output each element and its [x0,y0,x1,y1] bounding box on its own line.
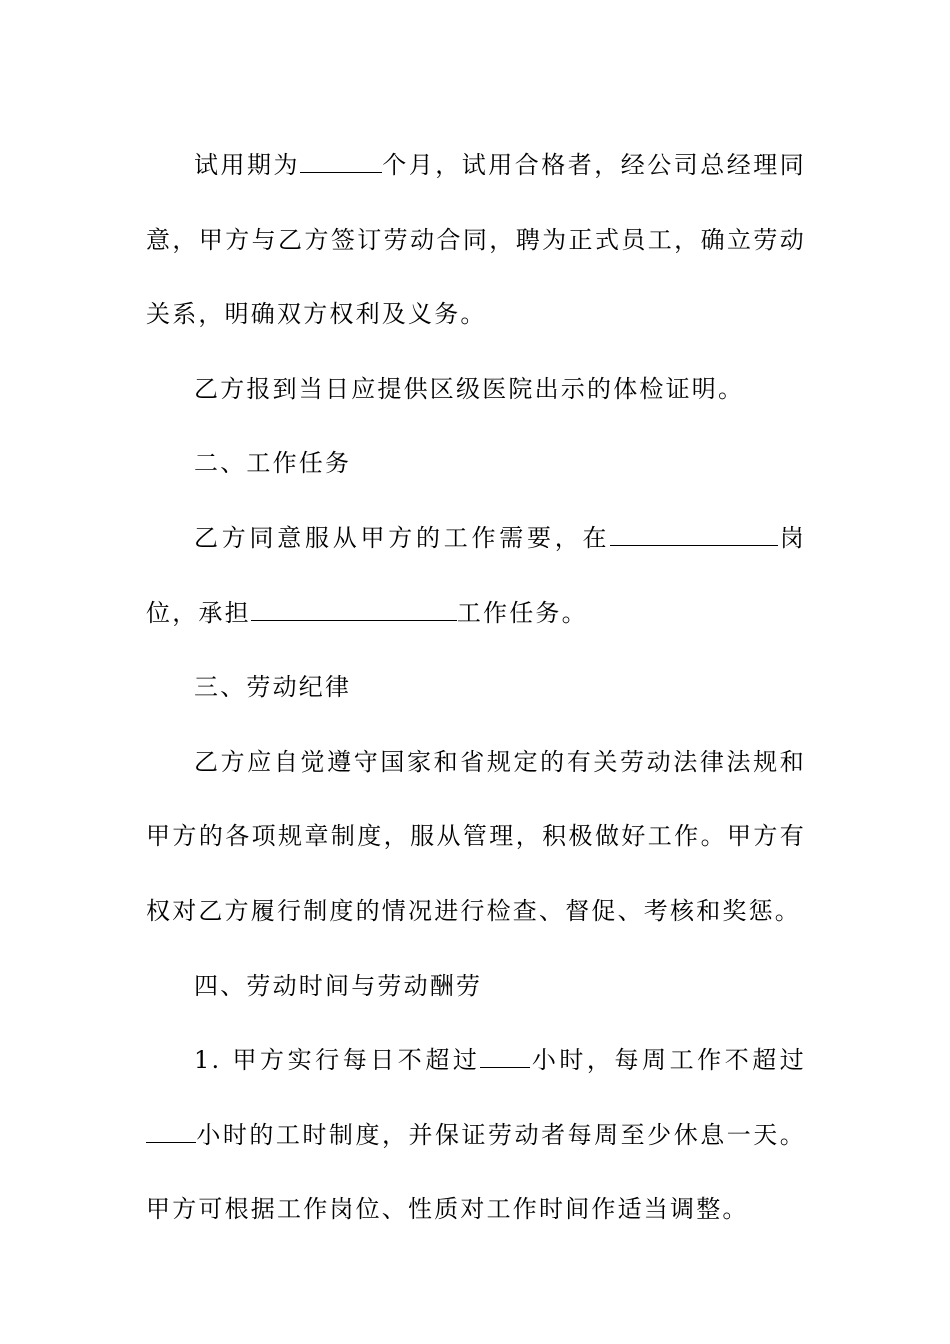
section-heading-discipline: 三、劳动纪律 [194,673,352,702]
trial-months-blank [300,152,382,173]
paragraph-hours [146,1023,806,1247]
hours-text-2: 小时，每周工作不超过 [530,1046,806,1075]
trial-period-text-1: 试用期为 [194,151,300,179]
hours-text-1: 1. 甲方实行每日不超过 [194,1046,481,1075]
daily-hours-blank [480,1047,530,1068]
post-blank [610,525,778,546]
work-task-text-4: 工作任务。 [456,598,588,627]
paragraph-trial-period [146,128,806,352]
work-task-text-1: 乙方同意服从甲方的工作需要，在 [194,523,611,552]
weekly-hours-blank [146,1122,196,1143]
trial-period-text-2: 个月，试用合格者，经公司总经理同意，甲方与乙方签订劳动合同，聘为正式员工，确立劳动关系，明确双方权利及义务。 [146,151,806,329]
paragraph-discipline: 乙方应自觉遵守国家和省规定的有关劳动法律法规和甲方的各项规章制度，服从管理，积极做好工作。甲方有权对乙方履行制度的情况进行检查、督促、考核和奖惩。 [146,747,806,925]
section-heading-hours-pay: 四、劳动时间与劳动酬劳 [194,971,483,1000]
work-task-text-3: 承担 [198,598,251,627]
work-task-text-2: 岗位， [146,523,806,627]
paragraph-work-task [146,501,806,650]
document-page [146,128,806,1247]
section-heading-work-task: 二、工作任务 [194,449,352,478]
hours-text-3: 小时的工时制度，并保证劳动者每周至少休息一天。甲方可根据工作岗位、性质对工作时间作适当调整。 [146,1120,806,1224]
paragraph-medical-check: 乙方报到当日应提供区级医院出示的体检证明。 [194,374,745,403]
task-blank [251,600,457,621]
